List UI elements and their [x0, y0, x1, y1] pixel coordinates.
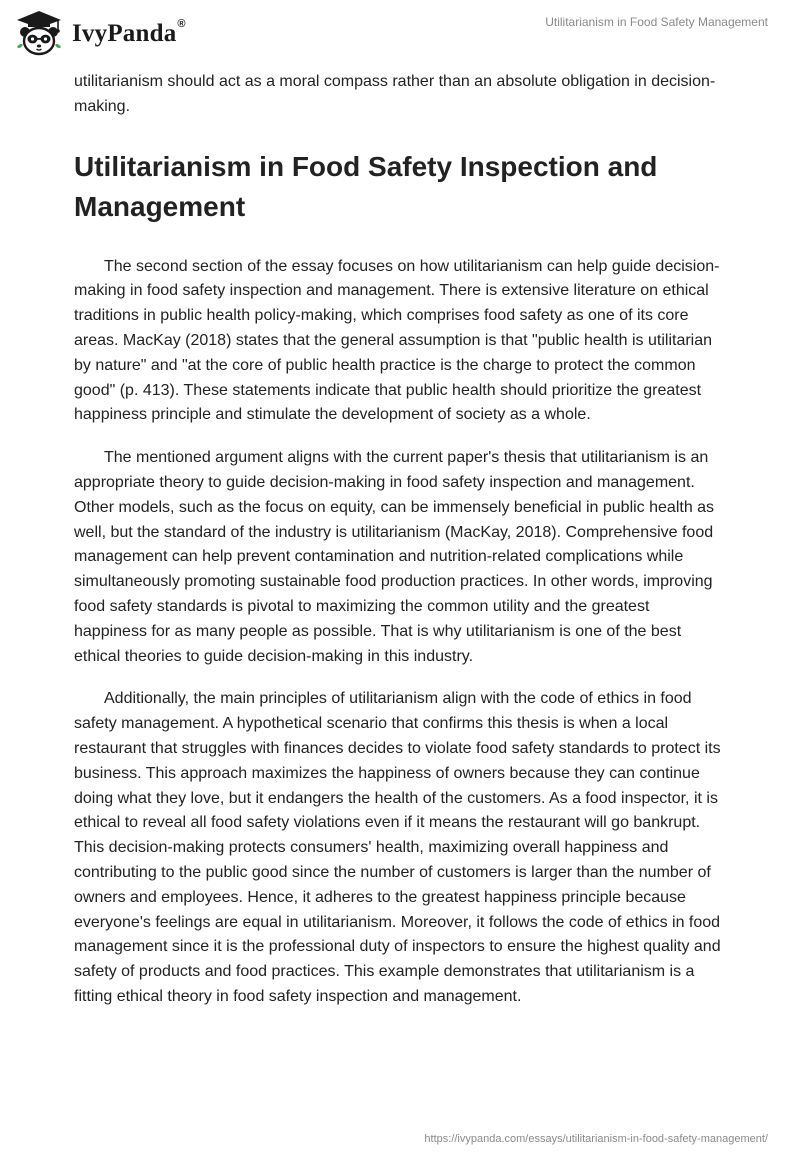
- registered-mark: ®: [177, 18, 186, 30]
- ivypanda-logo[interactable]: [14, 8, 186, 58]
- paragraph: The second section of the essay focuses on how utilitarianism can help guide decision-making in food safety inspection and management. There is extensive literature on ethical traditions in public health policy-making, which comprises food safety as one of its core areas. MacKay (2018) states that the general assumption is that "public health is utilitarian by nature" and "at the core of public health practice is the charge to protect the common good" (p. 413). These statements indicate that public health should prioritize the greatest happiness principle and stimulate the development of society as a whole.: [74, 257, 720, 424]
- running-title: Utilitarianism in Food Safety Management: [545, 15, 768, 29]
- page-header: [0, 0, 800, 62]
- source-url-link[interactable]: https://ivypanda.com/essays/utilitarianism-in-food-safety-management/: [424, 1133, 768, 1145]
- essay-content: [74, 70, 726, 1010]
- paragraph: Additionally, the main principles of utilitarianism align with the code of ethics in food safety management. A hypothetical scenario that confirms this thesis is when a local restaurant that struggles with finances decides to violate food safety standards to protect its business. This approach maximizes the happiness of owners because they can continue doing what they love, but it endangers the health of the customers. As a food inspector, it is ethical to reveal all food safety violations even if it means the restaurant will go bankrupt. This decision-making protects consumers' health, maximizing overall happiness and contributing to the public good since the number of customers is larger than the number of owners and employees. Hence, it adheres to the greatest happiness principle because everyone's feelings are equal in utilitarianism. Moreover, it follows the code of ethics in food management since it is the professional duty of inspectors to ensure the highest quality and safety of products and food practices. This example demonstrates that utilitarianism is a fitting ethical theory in food safety inspection and management.: [74, 690, 721, 1005]
- panda-graduate-icon: [14, 8, 64, 58]
- logo-wordmark: IvyPanda®: [72, 18, 186, 47]
- section-title: Utilitarianism in Food Safety Inspection and Management: [74, 150, 658, 222]
- paragraph: The mentioned argument aligns with the current paper's thesis that utilitarianism is an appropriate theory to guide decision-making in food safety inspection and management. Other models, such as the focus on equity, can be immensely beneficial in public health as well, but the standard of the industry is utilitarianism (MacKay, 2018). Comprehensive food management can help prevent contamination and nutrition-related complications while simultaneously promoting sustainable food production practices. In other words, improving food safety standards is pivotal to maximizing the common utility and the greatest happiness for as many people as possible. That is why utilitarianism is one of the best ethical theories to guide decision-making in this industry.: [74, 449, 715, 665]
- lead-paragraph: utilitarianism should act as a moral compass rather than an absolute obligation in decision-making.: [74, 73, 716, 115]
